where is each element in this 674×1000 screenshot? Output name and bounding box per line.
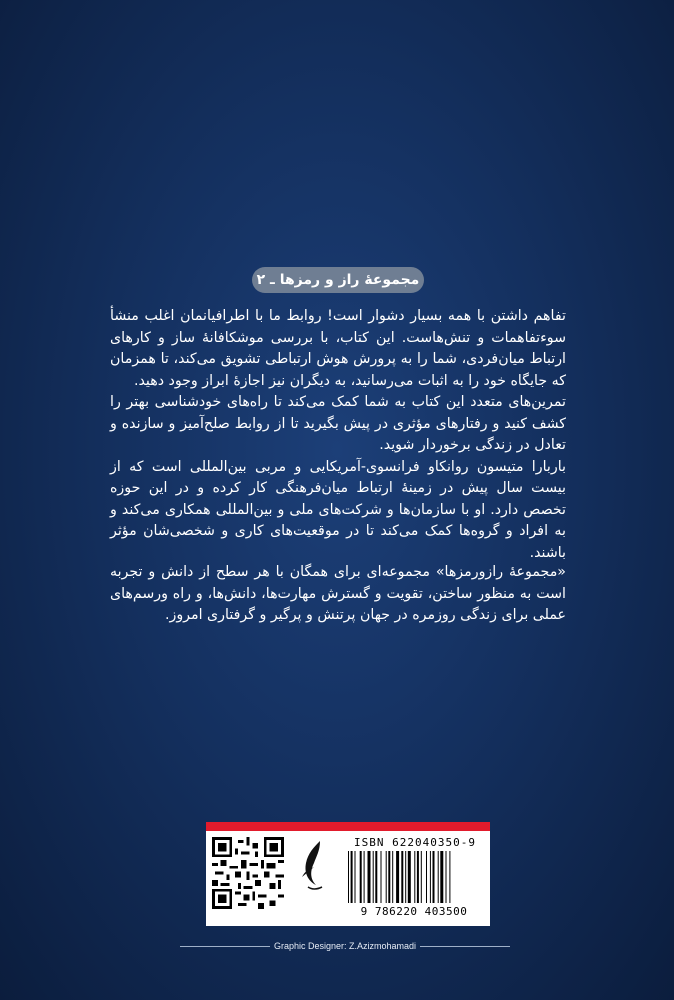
barcode-icon xyxy=(346,851,484,903)
series-banner xyxy=(252,267,424,293)
description-paragraph: تمرین‌های متعدد این کتاب به شما کمک می‌کند تا راه‌های خودشناسی بهتر را کشف کنید و رفتارهای مؤثری در پیش بگیرید تا از روابط صلح‌آمیز و سازنده و تعادل در زندگی برخوردار شوید. xyxy=(110,394,566,453)
divider xyxy=(180,946,270,947)
isbn-label: ISBN 622040350-9 xyxy=(354,836,476,849)
description-block xyxy=(110,306,566,564)
series-description-paragraph: «مجموعهٔ رازورمزها» مجموعه‌ای برای همگان با هر سطح از دانش و تجربه است به منظور ساختن، تقویت و گسترش مهارت‌ها، دانش‌ها، و راه ورسم‌های عملی برای زندگی روزمره در جهان پرتنش و پرگیر و گرفتاری امروز. xyxy=(110,564,566,623)
description-paragraph: تفاهم داشتن با همه بسیار دشوار است! روابط ما با اطرافیانمان اغلب منشأ سوءتفاهمات و تنش‌هاست. این کتاب، با بررسی موشکافانهٔ ساز و کارهای ارتباط میان‌فردی، شما را به پرورش هوش ارتباطی تشویق می‌کند، تا همزمان که جایگاه خود را به اثبات می‌رسانید، به دیگران نیز اجازهٔ ابراز وجود دهید. xyxy=(110,308,566,389)
publisher-logo-icon xyxy=(294,837,334,897)
divider xyxy=(420,946,510,947)
barcode-panel xyxy=(206,822,490,926)
designer-credit: Graphic Designer: Z.Azizmohamadi xyxy=(273,941,417,951)
designer-credit-row xyxy=(180,940,510,952)
author-bio-paragraph: باربارا متیسون روانکاو فرانسوی-آمریکایی و مربی بین‌المللی است که از بیست سال پیش در زمینهٔ ارتباط میان‌فرهنگی کار کرده و در این حوزه تخصص دارد. او با سازمان‌ها و شرکت‌های ملی و بین‌المللی همکاری می‌کند و به افراد و گروه‌ها کمک می‌کند تا در موقعیت‌های کاری و شخصی‌شان مؤثر باشند. xyxy=(110,458,566,561)
qr-code-icon xyxy=(212,837,284,909)
series-title: مجموعهٔ راز و رمزها ـ ۲ xyxy=(256,272,420,288)
ean-digits: 9 786220 403500 xyxy=(360,905,468,918)
series-description-block xyxy=(110,562,566,627)
